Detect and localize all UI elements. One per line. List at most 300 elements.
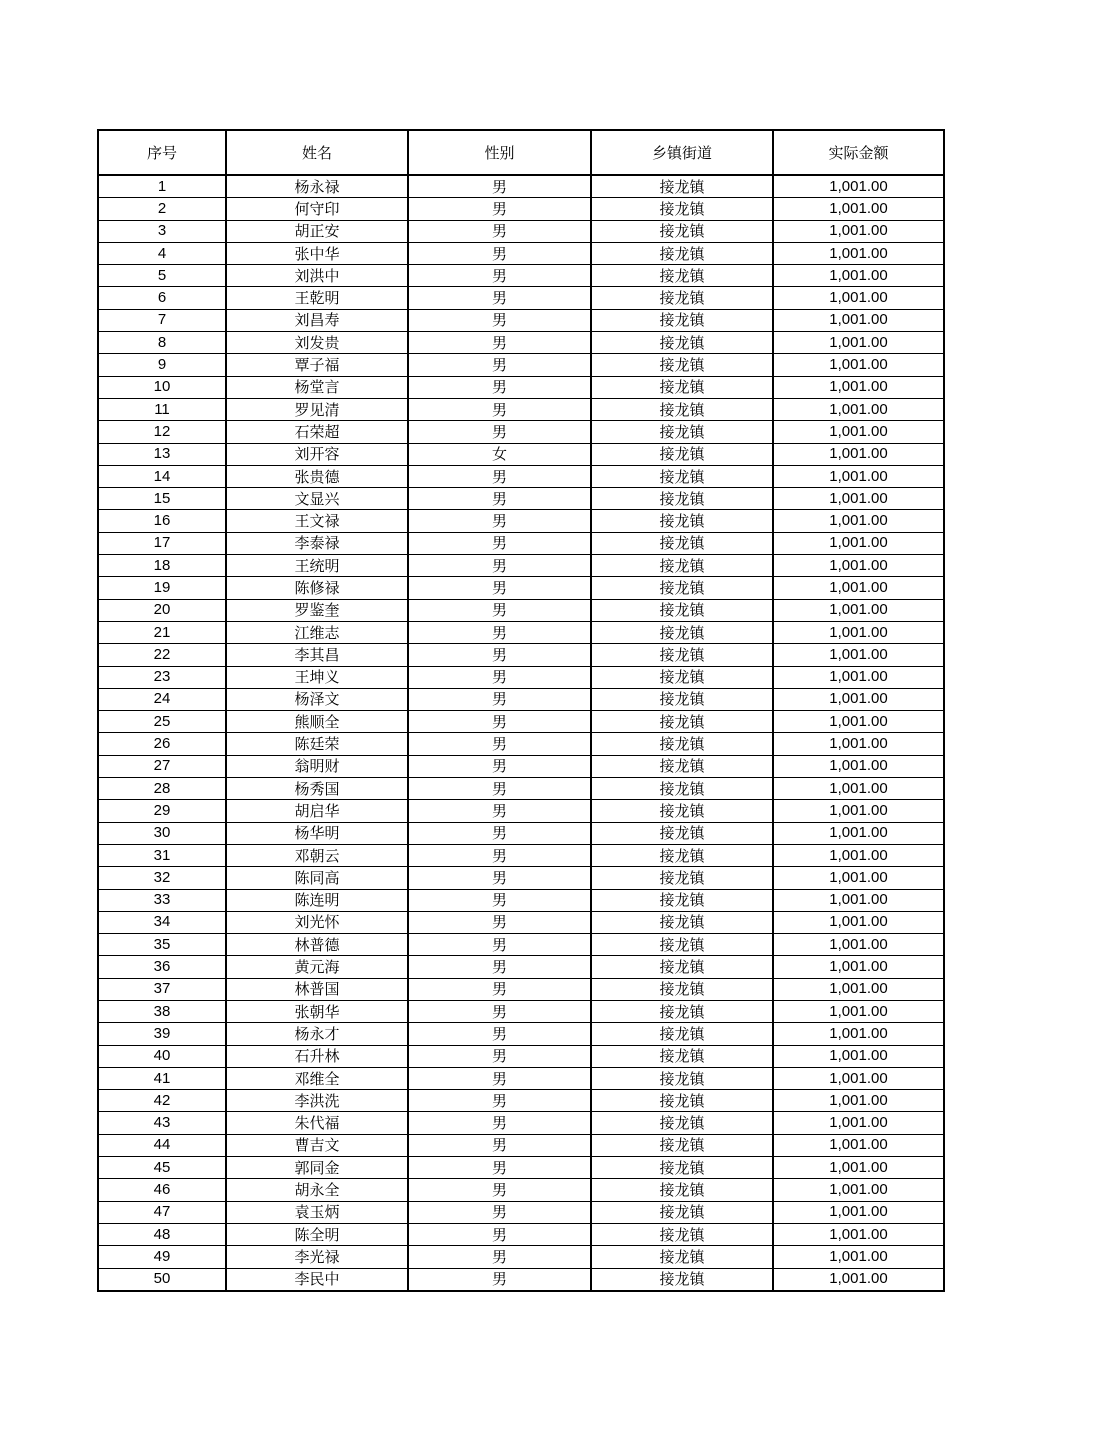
cell-amount: 1,001.00 xyxy=(773,599,944,621)
cell-gender: 男 xyxy=(408,421,591,443)
cell-gender: 男 xyxy=(408,465,591,487)
cell-gender: 男 xyxy=(408,711,591,733)
cell-name: 杨泽文 xyxy=(226,688,408,710)
cell-index: 46 xyxy=(98,1179,226,1201)
table-row xyxy=(98,1246,944,1268)
header-gender: 性别 xyxy=(408,130,591,175)
cell-town: 接龙镇 xyxy=(591,867,773,889)
cell-gender: 男 xyxy=(408,800,591,822)
cell-gender: 男 xyxy=(408,1268,591,1291)
cell-name: 邓朝云 xyxy=(226,844,408,866)
cell-amount: 1,001.00 xyxy=(773,867,944,889)
table-row xyxy=(98,1067,944,1089)
cell-index: 5 xyxy=(98,265,226,287)
table-row xyxy=(98,265,944,287)
cell-town: 接龙镇 xyxy=(591,800,773,822)
cell-town: 接龙镇 xyxy=(591,332,773,354)
cell-index: 39 xyxy=(98,1023,226,1045)
cell-amount: 1,001.00 xyxy=(773,398,944,420)
table-row xyxy=(98,956,944,978)
cell-amount: 1,001.00 xyxy=(773,934,944,956)
cell-name: 王坤义 xyxy=(226,666,408,688)
cell-gender: 男 xyxy=(408,599,591,621)
cell-town: 接龙镇 xyxy=(591,778,773,800)
cell-gender: 男 xyxy=(408,778,591,800)
cell-gender: 男 xyxy=(408,1045,591,1067)
cell-index: 16 xyxy=(98,510,226,532)
cell-name: 刘开容 xyxy=(226,443,408,465)
cell-name: 张贵德 xyxy=(226,465,408,487)
cell-town: 接龙镇 xyxy=(591,711,773,733)
cell-amount: 1,001.00 xyxy=(773,1268,944,1291)
cell-amount: 1,001.00 xyxy=(773,956,944,978)
cell-gender: 男 xyxy=(408,532,591,554)
cell-index: 33 xyxy=(98,889,226,911)
cell-index: 13 xyxy=(98,443,226,465)
cell-town: 接龙镇 xyxy=(591,889,773,911)
cell-town: 接龙镇 xyxy=(591,376,773,398)
table-row xyxy=(98,644,944,666)
cell-gender: 男 xyxy=(408,1179,591,1201)
cell-town: 接龙镇 xyxy=(591,1179,773,1201)
cell-gender: 男 xyxy=(408,688,591,710)
cell-amount: 1,001.00 xyxy=(773,822,944,844)
cell-town: 接龙镇 xyxy=(591,844,773,866)
cell-town: 接龙镇 xyxy=(591,822,773,844)
cell-index: 36 xyxy=(98,956,226,978)
table-row xyxy=(98,1000,944,1022)
cell-name: 杨永才 xyxy=(226,1023,408,1045)
cell-index: 50 xyxy=(98,1268,226,1291)
cell-name: 李光禄 xyxy=(226,1246,408,1268)
cell-gender: 男 xyxy=(408,1246,591,1268)
cell-name: 覃子福 xyxy=(226,354,408,376)
cell-index: 41 xyxy=(98,1067,226,1089)
cell-name: 杨华明 xyxy=(226,822,408,844)
cell-index: 47 xyxy=(98,1201,226,1223)
roster-table xyxy=(97,129,945,1292)
cell-gender: 男 xyxy=(408,265,591,287)
cell-town: 接龙镇 xyxy=(591,577,773,599)
cell-town: 接龙镇 xyxy=(591,198,773,220)
cell-index: 31 xyxy=(98,844,226,866)
cell-town: 接龙镇 xyxy=(591,175,773,198)
table-row xyxy=(98,376,944,398)
cell-town: 接龙镇 xyxy=(591,465,773,487)
cell-town: 接龙镇 xyxy=(591,733,773,755)
cell-amount: 1,001.00 xyxy=(773,220,944,242)
cell-gender: 男 xyxy=(408,1201,591,1223)
cell-gender: 男 xyxy=(408,822,591,844)
cell-index: 4 xyxy=(98,242,226,264)
cell-index: 8 xyxy=(98,332,226,354)
cell-amount: 1,001.00 xyxy=(773,577,944,599)
table-row xyxy=(98,242,944,264)
cell-index: 49 xyxy=(98,1246,226,1268)
cell-name: 刘光怀 xyxy=(226,911,408,933)
cell-name: 胡启华 xyxy=(226,800,408,822)
cell-amount: 1,001.00 xyxy=(773,844,944,866)
cell-name: 熊顺全 xyxy=(226,711,408,733)
table-row xyxy=(98,755,944,777)
cell-amount: 1,001.00 xyxy=(773,1134,944,1156)
cell-index: 25 xyxy=(98,711,226,733)
cell-town: 接龙镇 xyxy=(591,934,773,956)
cell-name: 张朝华 xyxy=(226,1000,408,1022)
cell-town: 接龙镇 xyxy=(591,599,773,621)
cell-index: 22 xyxy=(98,644,226,666)
cell-amount: 1,001.00 xyxy=(773,354,944,376)
cell-gender: 男 xyxy=(408,220,591,242)
table-row xyxy=(98,220,944,242)
cell-name: 石荣超 xyxy=(226,421,408,443)
cell-amount: 1,001.00 xyxy=(773,309,944,331)
cell-amount: 1,001.00 xyxy=(773,1090,944,1112)
cell-amount: 1,001.00 xyxy=(773,1223,944,1245)
table-row xyxy=(98,577,944,599)
cell-gender: 男 xyxy=(408,844,591,866)
cell-name: 李民中 xyxy=(226,1268,408,1291)
cell-gender: 男 xyxy=(408,644,591,666)
cell-index: 15 xyxy=(98,488,226,510)
cell-amount: 1,001.00 xyxy=(773,688,944,710)
cell-index: 7 xyxy=(98,309,226,331)
table-row xyxy=(98,175,944,198)
cell-name: 陈廷荣 xyxy=(226,733,408,755)
cell-name: 袁玉炳 xyxy=(226,1201,408,1223)
cell-town: 接龙镇 xyxy=(591,1112,773,1134)
table-row xyxy=(98,1045,944,1067)
header-name: 姓名 xyxy=(226,130,408,175)
cell-gender: 男 xyxy=(408,555,591,577)
cell-name: 王统明 xyxy=(226,555,408,577)
cell-name: 翁明财 xyxy=(226,755,408,777)
table-row xyxy=(98,332,944,354)
cell-gender: 男 xyxy=(408,309,591,331)
cell-gender: 男 xyxy=(408,1090,591,1112)
cell-town: 接龙镇 xyxy=(591,911,773,933)
cell-name: 张中华 xyxy=(226,242,408,264)
table-row xyxy=(98,1157,944,1179)
cell-gender: 男 xyxy=(408,889,591,911)
cell-name: 罗见清 xyxy=(226,398,408,420)
cell-town: 接龙镇 xyxy=(591,1268,773,1291)
cell-name: 林普国 xyxy=(226,978,408,1000)
cell-amount: 1,001.00 xyxy=(773,711,944,733)
cell-amount: 1,001.00 xyxy=(773,1067,944,1089)
cell-index: 9 xyxy=(98,354,226,376)
cell-town: 接龙镇 xyxy=(591,1157,773,1179)
cell-town: 接龙镇 xyxy=(591,1134,773,1156)
cell-name: 胡正安 xyxy=(226,220,408,242)
cell-index: 19 xyxy=(98,577,226,599)
cell-gender: 男 xyxy=(408,1023,591,1045)
cell-amount: 1,001.00 xyxy=(773,1157,944,1179)
cell-name: 刘昌寿 xyxy=(226,309,408,331)
table-row xyxy=(98,1201,944,1223)
cell-index: 1 xyxy=(98,175,226,198)
table-row xyxy=(98,398,944,420)
cell-gender: 男 xyxy=(408,733,591,755)
cell-gender: 男 xyxy=(408,621,591,643)
cell-index: 42 xyxy=(98,1090,226,1112)
cell-name: 杨永禄 xyxy=(226,175,408,198)
cell-index: 3 xyxy=(98,220,226,242)
table-row xyxy=(98,421,944,443)
table-row xyxy=(98,621,944,643)
cell-gender: 男 xyxy=(408,911,591,933)
cell-index: 26 xyxy=(98,733,226,755)
header-index: 序号 xyxy=(98,130,226,175)
cell-index: 35 xyxy=(98,934,226,956)
cell-town: 接龙镇 xyxy=(591,510,773,532)
cell-gender: 男 xyxy=(408,666,591,688)
cell-amount: 1,001.00 xyxy=(773,265,944,287)
cell-index: 10 xyxy=(98,376,226,398)
cell-gender: 男 xyxy=(408,1223,591,1245)
cell-index: 11 xyxy=(98,398,226,420)
cell-amount: 1,001.00 xyxy=(773,1112,944,1134)
cell-name: 李洪洗 xyxy=(226,1090,408,1112)
cell-name: 文显兴 xyxy=(226,488,408,510)
cell-name: 陈全明 xyxy=(226,1223,408,1245)
cell-index: 48 xyxy=(98,1223,226,1245)
cell-gender: 男 xyxy=(408,978,591,1000)
table-row xyxy=(98,1179,944,1201)
cell-name: 罗鉴奎 xyxy=(226,599,408,621)
table-row xyxy=(98,778,944,800)
cell-name: 何守印 xyxy=(226,198,408,220)
cell-index: 44 xyxy=(98,1134,226,1156)
cell-gender: 男 xyxy=(408,354,591,376)
table-row xyxy=(98,666,944,688)
cell-name: 王文禄 xyxy=(226,510,408,532)
cell-index: 14 xyxy=(98,465,226,487)
cell-name: 陈连明 xyxy=(226,889,408,911)
cell-town: 接龙镇 xyxy=(591,242,773,264)
cell-town: 接龙镇 xyxy=(591,1067,773,1089)
cell-index: 27 xyxy=(98,755,226,777)
cell-town: 接龙镇 xyxy=(591,688,773,710)
table-row xyxy=(98,1268,944,1291)
cell-index: 30 xyxy=(98,822,226,844)
table-header xyxy=(98,130,944,175)
cell-amount: 1,001.00 xyxy=(773,198,944,220)
cell-amount: 1,001.00 xyxy=(773,911,944,933)
cell-gender: 男 xyxy=(408,1157,591,1179)
cell-amount: 1,001.00 xyxy=(773,287,944,309)
table-row xyxy=(98,443,944,465)
cell-town: 接龙镇 xyxy=(591,1090,773,1112)
cell-name: 黄元海 xyxy=(226,956,408,978)
cell-town: 接龙镇 xyxy=(591,1045,773,1067)
cell-town: 接龙镇 xyxy=(591,265,773,287)
cell-town: 接龙镇 xyxy=(591,488,773,510)
cell-amount: 1,001.00 xyxy=(773,644,944,666)
header-row xyxy=(98,130,944,175)
cell-gender: 男 xyxy=(408,956,591,978)
cell-amount: 1,001.00 xyxy=(773,443,944,465)
table-row xyxy=(98,844,944,866)
table-row xyxy=(98,934,944,956)
cell-amount: 1,001.00 xyxy=(773,376,944,398)
cell-gender: 男 xyxy=(408,1000,591,1022)
cell-gender: 男 xyxy=(408,332,591,354)
cell-town: 接龙镇 xyxy=(591,644,773,666)
cell-gender: 男 xyxy=(408,510,591,532)
cell-amount: 1,001.00 xyxy=(773,755,944,777)
cell-name: 林普德 xyxy=(226,934,408,956)
cell-name: 石升林 xyxy=(226,1045,408,1067)
table-row xyxy=(98,465,944,487)
cell-index: 18 xyxy=(98,555,226,577)
cell-amount: 1,001.00 xyxy=(773,465,944,487)
cell-town: 接龙镇 xyxy=(591,956,773,978)
cell-amount: 1,001.00 xyxy=(773,666,944,688)
cell-gender: 男 xyxy=(408,287,591,309)
table-row xyxy=(98,688,944,710)
cell-town: 接龙镇 xyxy=(591,421,773,443)
table-row xyxy=(98,287,944,309)
cell-index: 21 xyxy=(98,621,226,643)
cell-town: 接龙镇 xyxy=(591,1000,773,1022)
cell-amount: 1,001.00 xyxy=(773,1201,944,1223)
cell-town: 接龙镇 xyxy=(591,978,773,1000)
cell-town: 接龙镇 xyxy=(591,555,773,577)
table-row xyxy=(98,1090,944,1112)
cell-gender: 男 xyxy=(408,1067,591,1089)
cell-index: 12 xyxy=(98,421,226,443)
table-row xyxy=(98,1023,944,1045)
cell-town: 接龙镇 xyxy=(591,354,773,376)
table-row xyxy=(98,309,944,331)
cell-amount: 1,001.00 xyxy=(773,889,944,911)
cell-index: 24 xyxy=(98,688,226,710)
cell-amount: 1,001.00 xyxy=(773,800,944,822)
cell-index: 32 xyxy=(98,867,226,889)
cell-gender: 男 xyxy=(408,242,591,264)
cell-name: 朱代福 xyxy=(226,1112,408,1134)
table-body xyxy=(98,175,944,1291)
cell-index: 40 xyxy=(98,1045,226,1067)
cell-name: 陈同高 xyxy=(226,867,408,889)
header-town: 乡镇街道 xyxy=(591,130,773,175)
table-row xyxy=(98,510,944,532)
cell-index: 23 xyxy=(98,666,226,688)
cell-index: 38 xyxy=(98,1000,226,1022)
cell-gender: 男 xyxy=(408,398,591,420)
cell-amount: 1,001.00 xyxy=(773,978,944,1000)
cell-amount: 1,001.00 xyxy=(773,510,944,532)
cell-name: 江维志 xyxy=(226,621,408,643)
table-row xyxy=(98,354,944,376)
cell-gender: 男 xyxy=(408,577,591,599)
cell-gender: 男 xyxy=(408,934,591,956)
cell-town: 接龙镇 xyxy=(591,1023,773,1045)
cell-index: 45 xyxy=(98,1157,226,1179)
cell-amount: 1,001.00 xyxy=(773,421,944,443)
cell-gender: 女 xyxy=(408,443,591,465)
cell-name: 郭同金 xyxy=(226,1157,408,1179)
cell-gender: 男 xyxy=(408,376,591,398)
table-row xyxy=(98,555,944,577)
cell-name: 曹吉文 xyxy=(226,1134,408,1156)
table-row xyxy=(98,822,944,844)
cell-town: 接龙镇 xyxy=(591,220,773,242)
cell-name: 杨秀国 xyxy=(226,778,408,800)
cell-name: 王乾明 xyxy=(226,287,408,309)
cell-name: 李其昌 xyxy=(226,644,408,666)
cell-index: 2 xyxy=(98,198,226,220)
table-row xyxy=(98,978,944,1000)
cell-gender: 男 xyxy=(408,1134,591,1156)
cell-name: 陈修禄 xyxy=(226,577,408,599)
cell-name: 刘洪中 xyxy=(226,265,408,287)
cell-amount: 1,001.00 xyxy=(773,242,944,264)
table-row xyxy=(98,711,944,733)
cell-amount: 1,001.00 xyxy=(773,1000,944,1022)
table-row xyxy=(98,1223,944,1245)
cell-amount: 1,001.00 xyxy=(773,488,944,510)
cell-town: 接龙镇 xyxy=(591,666,773,688)
cell-gender: 男 xyxy=(408,1112,591,1134)
cell-index: 37 xyxy=(98,978,226,1000)
cell-town: 接龙镇 xyxy=(591,1223,773,1245)
cell-amount: 1,001.00 xyxy=(773,532,944,554)
table-row xyxy=(98,911,944,933)
cell-town: 接龙镇 xyxy=(591,1246,773,1268)
cell-amount: 1,001.00 xyxy=(773,555,944,577)
table-row xyxy=(98,800,944,822)
cell-name: 杨堂言 xyxy=(226,376,408,398)
cell-amount: 1,001.00 xyxy=(773,1045,944,1067)
cell-index: 17 xyxy=(98,532,226,554)
cell-amount: 1,001.00 xyxy=(773,332,944,354)
cell-town: 接龙镇 xyxy=(591,532,773,554)
cell-amount: 1,001.00 xyxy=(773,1246,944,1268)
cell-gender: 男 xyxy=(408,175,591,198)
cell-town: 接龙镇 xyxy=(591,1201,773,1223)
cell-town: 接龙镇 xyxy=(591,398,773,420)
table-row xyxy=(98,867,944,889)
cell-amount: 1,001.00 xyxy=(773,1179,944,1201)
cell-amount: 1,001.00 xyxy=(773,1023,944,1045)
cell-name: 李泰禄 xyxy=(226,532,408,554)
table-row xyxy=(98,733,944,755)
cell-index: 20 xyxy=(98,599,226,621)
table-row xyxy=(98,532,944,554)
cell-town: 接龙镇 xyxy=(591,443,773,465)
cell-amount: 1,001.00 xyxy=(773,778,944,800)
cell-amount: 1,001.00 xyxy=(773,621,944,643)
table-row xyxy=(98,1134,944,1156)
cell-index: 6 xyxy=(98,287,226,309)
cell-amount: 1,001.00 xyxy=(773,733,944,755)
cell-gender: 男 xyxy=(408,867,591,889)
cell-index: 29 xyxy=(98,800,226,822)
table-row xyxy=(98,599,944,621)
cell-gender: 男 xyxy=(408,488,591,510)
table-row xyxy=(98,889,944,911)
cell-town: 接龙镇 xyxy=(591,621,773,643)
cell-name: 刘发贵 xyxy=(226,332,408,354)
table-row xyxy=(98,1112,944,1134)
cell-index: 28 xyxy=(98,778,226,800)
table-row xyxy=(98,198,944,220)
cell-amount: 1,001.00 xyxy=(773,175,944,198)
cell-gender: 男 xyxy=(408,755,591,777)
cell-index: 34 xyxy=(98,911,226,933)
